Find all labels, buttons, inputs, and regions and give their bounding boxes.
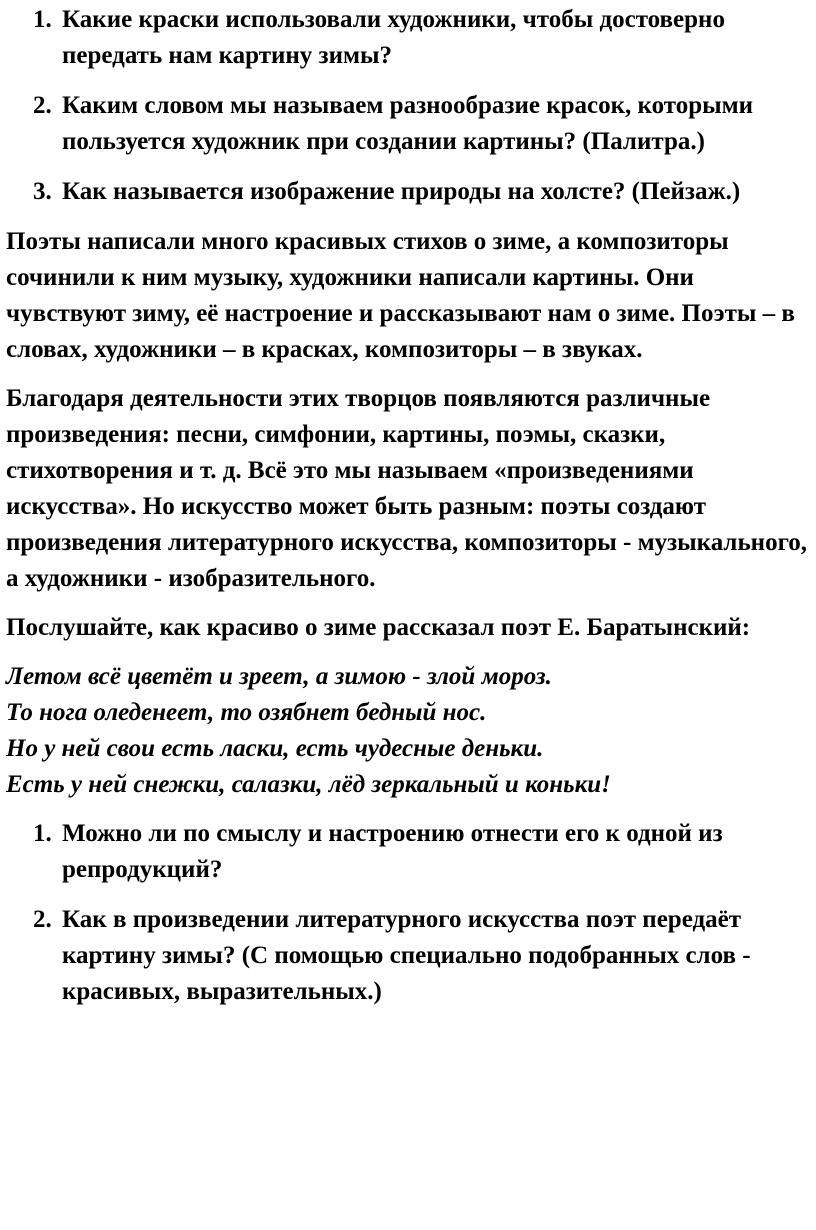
poem-line: То нога оледенеет, то озябнет бедный нос. [6,699,487,726]
poem [6,659,810,803]
poem-line: Летом всё цветёт и зреет, а зимою - злой мороз. [6,663,552,690]
paragraph-listen: Послушайте, как красиво о зиме рассказал поэт Е. Баратынский: [6,614,751,641]
question-list-2 [6,816,810,1010]
paragraph-works-of-art: Благодаря деятельности этих творцов появляются различные произведения: песни, симфонии, картины, поэмы, сказки, стихотворения и т. д. Всё это мы называем «произведениями искусства». Но искусство может быть разным: поэты создают произведения литературного искусства, композиторы - музыкального, а художники - изобразительного. [6,385,808,592]
list-item-text: Как называется изображение природы на холсте? (Пейзаж.) [62,178,741,205]
list-item [6,816,810,888]
poem-line: Есть у ней снежки, салазки, лёд зеркальный и коньки! [6,771,611,798]
list-number: 1. [33,820,52,847]
question-list-1 [6,0,810,210]
poem-line: Но у ней свои есть ласки, есть чудесные деньки. [6,735,544,762]
list-item-text: Как в произведении литературного искусства поэт передаёт картину зимы? (С помощью специально подобранных слов - красивых, выразительных.) [62,906,751,1005]
list-item-text: Каким словом мы называем разнообразие красок, которыми пользуется художник при создании картины? (Палитра.) [62,92,754,155]
list-number: 2. [33,906,52,933]
list-item [6,902,810,1010]
list-item [6,174,810,210]
list-item-text: Можно ли по смыслу и настроению отнести его к одной из репродукций? [62,820,723,883]
paragraph-poets: Поэты написали много красивых стихов о зиме, а композиторы сочинили к ним музыку, художники написали картины. Они чувствуют зиму, её настроение и рассказывают нам о зиме. Поэты – в словах, художники – в красках, композиторы – в звуках. [6,228,795,363]
list-item [6,88,810,160]
list-number: 1. [33,6,52,33]
list-item [6,2,810,74]
list-item-text: Какие краски использовали художники, чтобы достоверно передать нам картину зимы? [62,6,725,69]
list-number: 3. [33,178,52,205]
list-number: 2. [33,92,52,119]
